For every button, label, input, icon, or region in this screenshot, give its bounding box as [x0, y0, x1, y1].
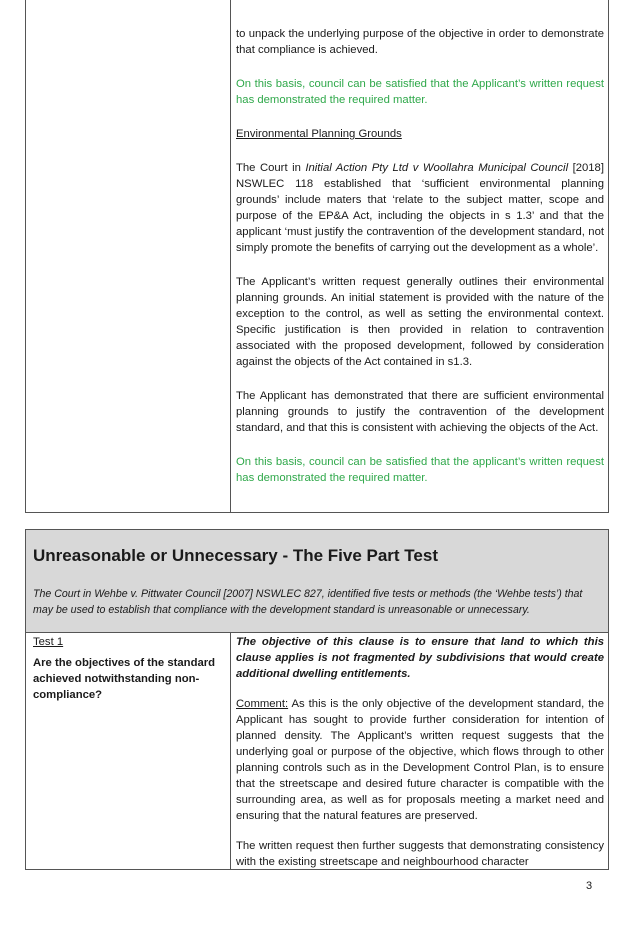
test-right-cell: [236, 634, 604, 884]
paragraph-compliance: to unpack the underlying purpose of the objective in order to demonstrate that compliance is achieved.: [236, 28, 604, 56]
comment-paragraph: [236, 696, 604, 824]
assessment-table-upper: [25, 0, 609, 513]
paragraph-court-case: [236, 160, 604, 256]
upper-left-cell: [26, 0, 231, 512]
paragraph-further: The written request then further suggests that demonstrating consistency with the existing streetscape and neighbourhood character: [236, 840, 604, 868]
test-label: Test 1: [33, 636, 64, 648]
objective-statement: The objective of this clause is to ensure that land to which this clause applies is not fragmented by subdivisions that would create additional dwelling entitlements.: [236, 636, 604, 680]
comment-text: As this is the only objective of the development standard, the Applicant has sought to provide further consideration for intention of planned density. The Applicant’s written request suggests that the underlying goal or purpose of the objective, which flows through to other planning controls such as in the Development Control Plan, is to ensure that the streetscape and desired future character is compatible with the surrounding area, as well as for proposals meeting a market need and ensuring that the natural features are preserved.: [236, 698, 604, 822]
case-text: [2018] NSWLEC 118 established that ‘sufficient environmental planning grounds’ include maters that ‘relate to the subject matter, scope and purpose of the EP&A Act, including the objects in s 1.3’ and that the applicant ‘must justify the contravention of the development standard, not simply promote the benefits of carrying out the development as a whole’.: [236, 162, 604, 254]
paragraph-demonstrated: The Applicant has demonstrated that there are sufficient environmental planning grounds to justify the contravention of the development standard, and that this is consistent with achieving the objects of the Act.: [236, 390, 604, 434]
section-header: [26, 530, 608, 633]
heading-text: Environmental Planning Grounds: [236, 128, 402, 140]
case-name: Initial Action Pty Ltd v Woollahra Municipal Council: [305, 162, 569, 174]
conclusion-paragraph-2: On this basis, council can be satisfied that the applicant’s written request has demonstrated the required matter.: [236, 456, 604, 484]
paragraph-written-request: The Applicant’s written request generally outlines their environmental planning grounds. An initial statement is provided with the nature of the exception to the control, as well as setting the environmental context. Specific justification is then provided in relation to contravention associated with the proposed development, followed by consideration against the objects of the Act contained in s1.3.: [236, 276, 604, 368]
page-number: 3: [586, 880, 593, 892]
test-question: Are the objectives of the standard achieved notwithstanding non-compliance?: [33, 657, 216, 701]
comment-label: Comment:: [236, 698, 289, 710]
section-heading: [236, 126, 604, 142]
section-intro: The Court in Wehbe v. Pittwater Council [2007] NSWLEC 827, identified five tests or methods (the ‘Wehbe tests’) that may be used to establish that compliance with the development standard is unreasonable or unnecessary.: [33, 588, 583, 616]
upper-right-cell: [236, 26, 604, 504]
section-title: Unreasonable or Unnecessary - The Five Part Test: [33, 546, 438, 565]
conclusion-paragraph-1: On this basis, council can be satisfied that the Applicant’s written request has demonstrated the required matter.: [236, 78, 604, 106]
case-intro: The Court in: [236, 162, 306, 174]
five-part-test-table: [25, 529, 609, 870]
test-left-cell: [26, 633, 231, 869]
